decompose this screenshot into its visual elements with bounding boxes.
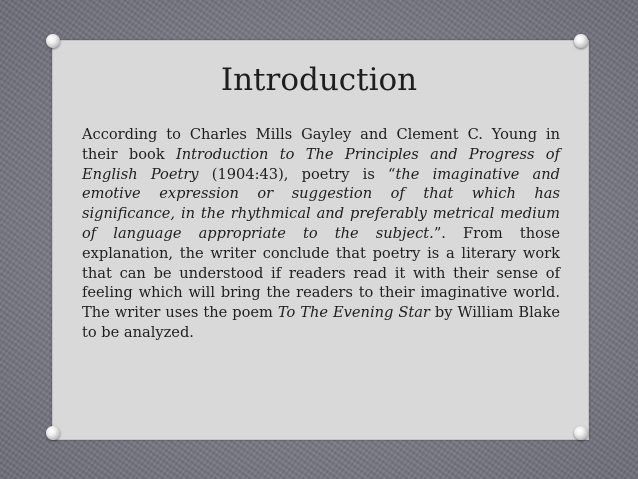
poem-title: To The Evening Star — [277, 304, 430, 322]
pin-icon — [46, 34, 60, 48]
quote-text: the imaginative and emotive expression or suggestion of that which has significance, in the rhythmical and preferably metrical medium of language appropriate to the subject. — [82, 165, 560, 242]
pin-icon — [574, 34, 588, 48]
body-text-segment: (1904:43), poetry is “ — [198, 165, 396, 183]
pin-icon — [46, 426, 60, 440]
body-text-segment: by William Blake to be analyzed. — [82, 304, 560, 341]
body-text-segment: According to Charles Mills Gayley and Clement C. Young in their book — [82, 126, 560, 163]
pin-icon — [574, 426, 588, 440]
slide-title: Introduction — [220, 62, 418, 98]
slide-body — [82, 125, 560, 343]
book-title: Introduction to The Principles and Progress of English Poetry — [82, 145, 560, 183]
body-text-segment: ”. From those explanation, the writer conclude that poetry is a literary work that can be understood if readers read it with their sense of feeling which will bring the readers to their imaginative world. The writer uses the poem — [82, 224, 561, 322]
